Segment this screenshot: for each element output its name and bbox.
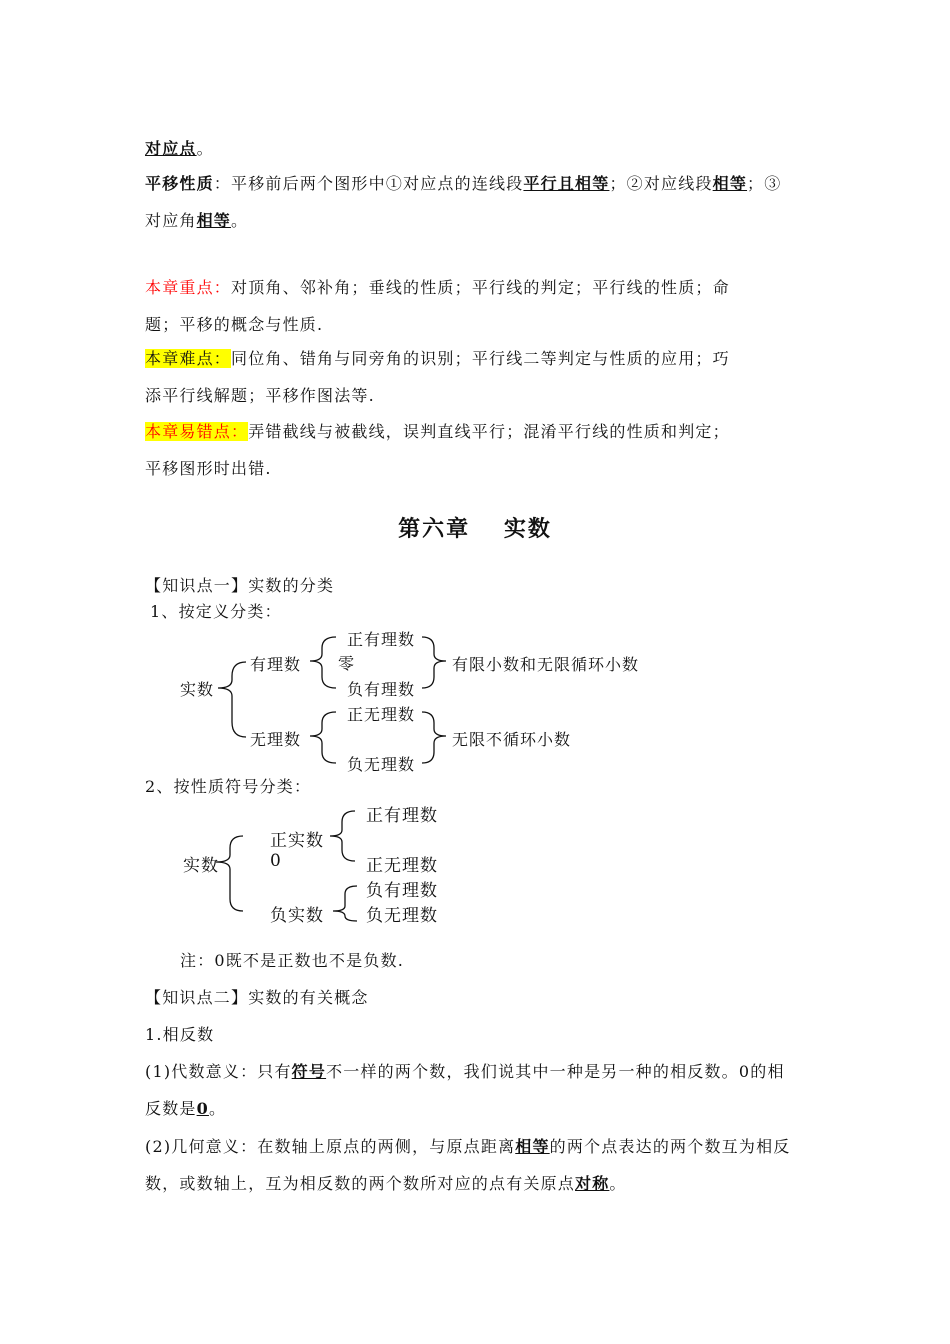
difficulty-line-1: 本章难点：同位角、错角与同旁角的识别；平行线二等判定与性质的应用；巧 <box>145 349 730 368</box>
kp1-note: 注：0既不是正数也不是负数. <box>180 951 405 970</box>
mistakes-line-1: 本章易错点：弄错截线与被截线，误判直线平行；混淆平行线的性质和判定； <box>145 422 730 441</box>
tree1-rational-left-brace <box>310 637 336 688</box>
kp2-heading: 【知识点二】实数的有关概念 <box>145 988 369 1007</box>
text-line-2: 平移性质：平移前后两个图形中①对应点的连线段平行且相等；②对应线段相等；③ <box>145 174 782 193</box>
tree1-root-brace <box>218 662 246 737</box>
tree1-rational-note: 有限小数和无限循环小数 <box>452 655 640 674</box>
tree2-negative-brace <box>333 886 357 921</box>
focus-line-1: 本章重点：对顶角、邻补角；垂线的性质；平行线的判定；平行线的性质；命 <box>145 278 730 297</box>
tree1-root: 实数 <box>180 680 215 699</box>
tree2-zero: 0 <box>270 851 282 871</box>
mistakes-line-2: 平移图形时出错. <box>145 459 272 478</box>
kp1-heading: 【知识点一】实数的分类 <box>145 576 335 595</box>
tree1-irrational-left-brace <box>310 712 336 763</box>
tree1-irrational-note: 无限不循环小数 <box>452 730 572 749</box>
tree1-neg-irrational: 负无理数 <box>347 755 416 774</box>
difficulty-line-2: 添平行线解题；平移作图法等. <box>145 386 375 405</box>
kp1-sub2: 2、按性质符号分类： <box>145 777 312 796</box>
tree1-irrational-right-brace <box>422 712 446 763</box>
tree2-root: 实数 <box>183 856 219 876</box>
kp1-sub1: 1、按定义分类： <box>150 602 282 621</box>
chapter-title: 第六章 实数 <box>398 516 552 542</box>
tree2-positive-brace <box>330 811 355 861</box>
difficulty-label: 本章难点： <box>145 349 232 368</box>
kp2-p1-line1: (1)代数意义：只有符号不一样的两个数，我们说其中一种是另一种的相反数。0的相 <box>145 1062 785 1081</box>
term-corresponding-point: 对应点 <box>145 139 197 158</box>
tree2-pos-irrational: 正无理数 <box>366 856 438 876</box>
kp2-p2-line1: (2)几何意义：在数轴上原点的两侧，与原点距离相等的两个点表达的两个数互为相反 <box>145 1137 791 1156</box>
mistakes-label: 本章易错点： <box>145 422 249 441</box>
tree1-pos-rational: 正有理数 <box>347 630 416 649</box>
tree2-neg-irrational: 负无理数 <box>366 906 438 926</box>
focus-label: 本章重点： <box>145 278 232 297</box>
kp2-p1-line2: 反数是0。 <box>145 1099 227 1118</box>
tree2-neg-rational: 负有理数 <box>366 881 438 901</box>
kp2-p2-line2: 数，或数轴上，互为相反数的两个数所对应的点有关原点对称。 <box>145 1174 627 1193</box>
text-line-1: 对应点。 <box>145 139 214 158</box>
text-line-3: 对应角相等。 <box>145 211 249 230</box>
tree1-irrational: 无理数 <box>250 730 302 749</box>
tree1-zero: 零 <box>338 654 356 673</box>
tree2-pos-rational: 正有理数 <box>366 806 438 826</box>
focus-line-2: 题；平移的概念与性质. <box>145 315 324 334</box>
tree2-pos-real: 正实数 <box>270 831 324 851</box>
tree1-pos-irrational: 正无理数 <box>347 705 416 724</box>
kp2-item1: 1.相反数 <box>145 1025 215 1044</box>
term-translation-property: 平移性质 <box>145 174 214 193</box>
tree2-neg-real: 负实数 <box>270 906 324 926</box>
tree2-root-brace <box>216 836 243 911</box>
tree1-rational-right-brace <box>422 637 446 688</box>
tree1-rational: 有理数 <box>250 655 302 674</box>
tree1-neg-rational: 负有理数 <box>347 680 416 699</box>
